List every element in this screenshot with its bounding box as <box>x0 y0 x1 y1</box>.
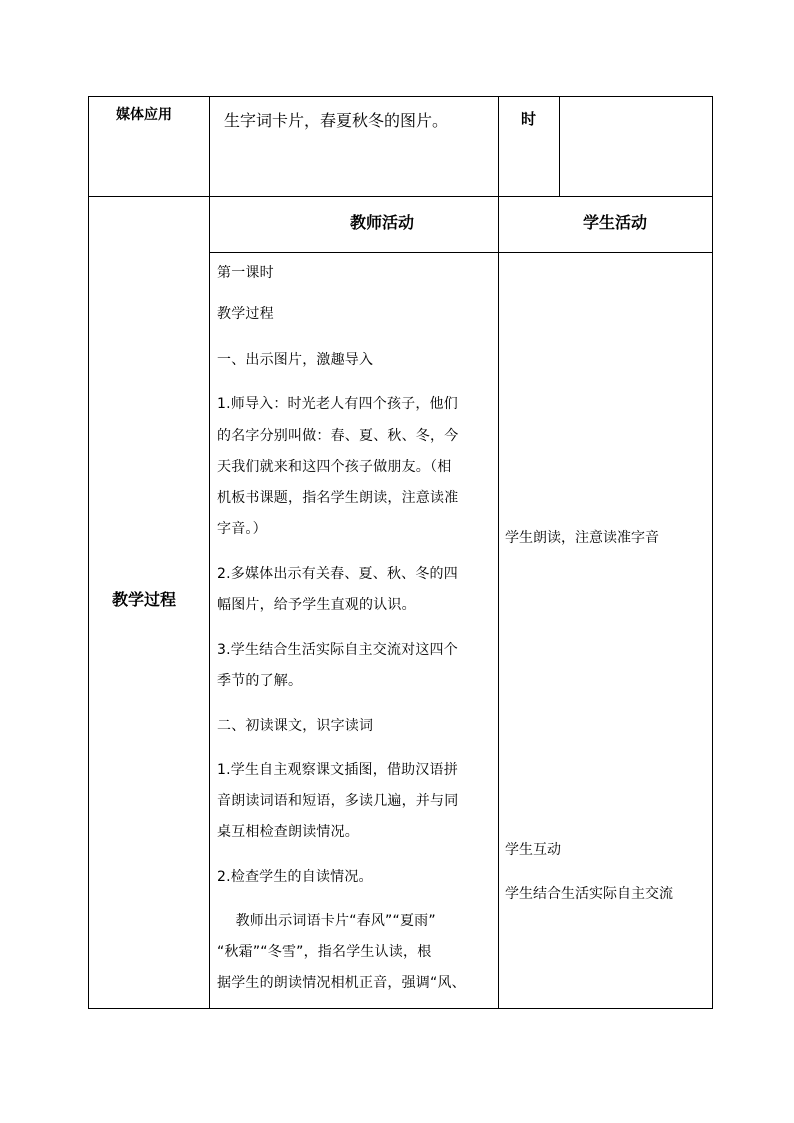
teacher-line: 桌互相检查朗读情况。 <box>217 824 359 840</box>
teacher-line: 第一课时 <box>217 265 274 281</box>
teacher-line: 一、出示图片，激趣导入 <box>217 352 374 368</box>
media-label: 媒体应用 <box>116 107 172 123</box>
table-left-border <box>88 96 89 1009</box>
teacher-line: 季节的了解。 <box>217 673 303 689</box>
table-bottom-border <box>88 1008 713 1009</box>
student-line: 学生结合生活实际自主交流 <box>505 886 673 902</box>
teacher-line: 2.检查学生的自读情况。 <box>217 869 373 885</box>
process-label: 教学过程 <box>112 590 177 609</box>
teacher-student-divider <box>498 96 499 1009</box>
teacher-line: 音朗读词语和短语，多读几遍，并与同 <box>217 793 459 809</box>
student-line: 学生朗读，注意读准字音 <box>505 530 659 546</box>
table-top-border <box>88 96 713 97</box>
teacher-line: 机板书课题，指名学生朗读，注意读准 <box>217 490 459 506</box>
teacher-line: 字音。） <box>217 521 267 537</box>
teacher-line: 二、初读课文，识字读词 <box>217 718 374 734</box>
teacher-line: 幅图片，给予学生直观的认识。 <box>217 597 416 613</box>
student-activity-header: 学生活动 <box>583 213 648 232</box>
activity-header-bottom-border <box>209 252 713 253</box>
label-column-divider <box>209 96 210 1009</box>
table-right-border <box>712 96 713 1009</box>
teacher-line: 据学生的朗读情况相机正音，强调“风、 <box>217 975 466 991</box>
teacher-line: 1.学生自主观察课文插图，借助汉语拼 <box>217 762 458 778</box>
teacher-line: 的名字分别叫做：春、夏、秋、冬，今 <box>217 428 459 444</box>
teacher-line: 2.多媒体出示有关春、夏、秋、冬的四 <box>217 566 458 582</box>
teacher-line: 天我们就来和这四个孩子做朋友。（相 <box>217 459 452 475</box>
teacher-line: 教师出示词语卡片“春风”“夏雨” <box>217 913 436 929</box>
media-text: 生字词卡片，春夏秋冬的图片。 <box>224 111 449 130</box>
teacher-line: 3.学生结合生活实际自主交流对这四个 <box>217 642 458 658</box>
teacher-line: 1.师导入：时光老人有四个孩子，他们 <box>217 396 458 412</box>
teacher-line: “秋霜”“冬雪”，指名学生认读，根 <box>217 944 432 960</box>
teacher-activity-header: 教师活动 <box>350 213 415 232</box>
time-value-divider <box>559 96 560 197</box>
header-row-bottom-border <box>88 196 713 197</box>
student-line: 学生互动 <box>505 842 561 858</box>
time-label: 时 <box>521 110 537 128</box>
teacher-line: 教学过程 <box>217 306 274 322</box>
